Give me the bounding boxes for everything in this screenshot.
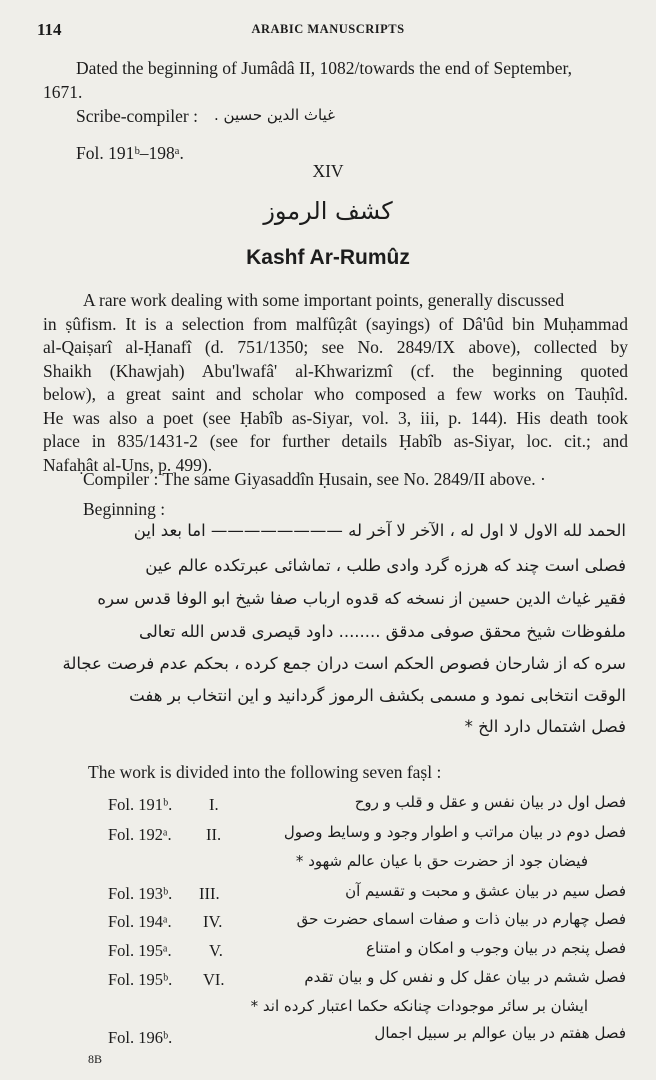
beginning-arabic-line-2: فصلی است چند که هرزه گرد وادی طلب ، تماشائی عبرتکده عالم عین	[145, 556, 626, 575]
fasl-number: I.	[209, 795, 219, 814]
intro-folio: Fol. 191ᵇ–198ᵃ.	[76, 143, 184, 163]
beginning-arabic-line-7: فصل اشتمال دارد الخ *	[464, 717, 626, 736]
description-line-2: in ṣûfism. It is a selection from malfûẓât (sayings) of Dâ'ûd bin Muḥammad	[43, 314, 628, 334]
fasl-arabic: فصل اول در بیان نفس و عقل و قلب و روح	[354, 793, 626, 811]
running-title: ARABIC MANUSCRIPTS	[251, 22, 405, 36]
dated-line-1: Dated the beginning of Jumâdâ II, 1082/towards the end of September,	[76, 58, 572, 78]
page-number: 114	[37, 20, 62, 39]
beginning-arabic-line-1: الحمد لله الاول لا اول له ، الآخر لا آخر له ———————— اما بعد این	[133, 521, 626, 540]
beginning-arabic-line-4: ملفوظات شیخ محقق صوفی مدقق ........ داود قیصری قدس الله تعالی	[138, 622, 626, 641]
beginning-arabic-line-5: سره که از شارحان فصوص الحکم است دران جمع کرده ، بحکم عدم فرصت عجالة	[62, 654, 626, 673]
fasl-arabic: فصل پنجم در بیان وجوب و امکان و امتناع	[366, 939, 626, 957]
fasl-folio: Fol. 193ᵇ.	[108, 884, 173, 903]
fasl-arabic: فصل سیم در بیان عشق و محبت و تقسیم آن	[345, 882, 626, 900]
beginning-arabic-line-3: فقیر غیاث الدین حسین از نسخه که قدوه ارباب صفا شیخ ابو الوفا قدس سره	[97, 589, 626, 608]
description-line-3: al-Qaiṣarî al-Ḥanafî (d. 751/1350; see No. 2849/IX above), collected by	[43, 337, 628, 357]
beginning-arabic-line-6: الوقت انتخابی نمود و مسمی بکشف الرموز گردانید و این انتخاب بر هفت	[129, 686, 626, 705]
section-number: XIV	[312, 161, 344, 181]
fasl-number: V.	[209, 941, 223, 960]
fasl-arabic: فصل دوم در بیان مراتب و اطوار وجود و وسایط وصول	[283, 823, 626, 841]
fasl-folio: Fol. 196ᵇ.	[108, 1028, 173, 1047]
fasl-folio: Fol. 192ᵃ.	[108, 825, 172, 844]
fasl-folio: Fol. 195ᵃ.	[108, 941, 172, 960]
section-title-arabic: كشف الرموز	[263, 197, 393, 225]
fasl-arabic: فیضان جود از حضرت حق با عیان عالم شهود *	[295, 852, 588, 870]
description-line-4: Shaikh (Khawjah) Abu'lwafâ' al-Khwarizmî (cf. the beginning quoted	[43, 361, 628, 381]
description-line-8: Nafaḥât al-Uns, p. 499).	[43, 455, 213, 475]
fasl-folio: Fol. 191ᵇ.	[108, 795, 173, 814]
fasl-folio: Fol. 195ᵇ.	[108, 970, 173, 989]
scribe-name-arabic: غياث الدين حسين .	[214, 106, 335, 124]
fasl-number: II.	[206, 825, 222, 844]
description-line-5: below), a great saint and scholar who composed a few works on Tauḥîd.	[43, 384, 628, 404]
division-intro: The work is divided into the following seven faṣl :	[88, 762, 442, 782]
fasl-folio: Fol. 194ᵃ.	[108, 912, 172, 931]
description-line-1: A rare work dealing with some important points, generally discussed	[83, 290, 565, 310]
dated-line-2: 1671.	[43, 82, 83, 102]
fasl-arabic: فصل هفتم در بیان عوالم بر سبیل اجمال	[374, 1024, 626, 1042]
compiler-line: Compiler : The same Giyasaddîn Ḥusain, see No. 2849/II above. ·	[83, 469, 546, 489]
fasl-number: IV.	[203, 912, 223, 931]
beginning-label: Beginning :	[83, 499, 166, 519]
fasl-number: VI.	[203, 970, 225, 989]
scribe-label: Scribe-compiler :	[76, 106, 198, 126]
description-line-6: He was also a poet (see Ḥabîb as-Siyar, vol. 3, iii, p. 144). His death took	[43, 408, 628, 428]
signature-mark: 8B	[88, 1052, 103, 1066]
fasl-arabic: فصل چهارم در بیان ذات و صفات اسمای حضرت حق	[296, 910, 626, 928]
section-title: Kashf Ar-Rumûz	[246, 246, 410, 269]
fasl-arabic: فصل ششم در بیان عقل کل و نفس کل و بیان تقدم	[304, 968, 626, 986]
description-line-7: place in 835/1431-2 (see for further details Ḥabîb as-Siyar, loc. cit.; and	[43, 431, 628, 451]
fasl-number: III.	[199, 884, 220, 903]
fasl-arabic: ایشان بر سائر موجودات چنانکه حکما اعتبار کرده اند *	[250, 997, 588, 1015]
